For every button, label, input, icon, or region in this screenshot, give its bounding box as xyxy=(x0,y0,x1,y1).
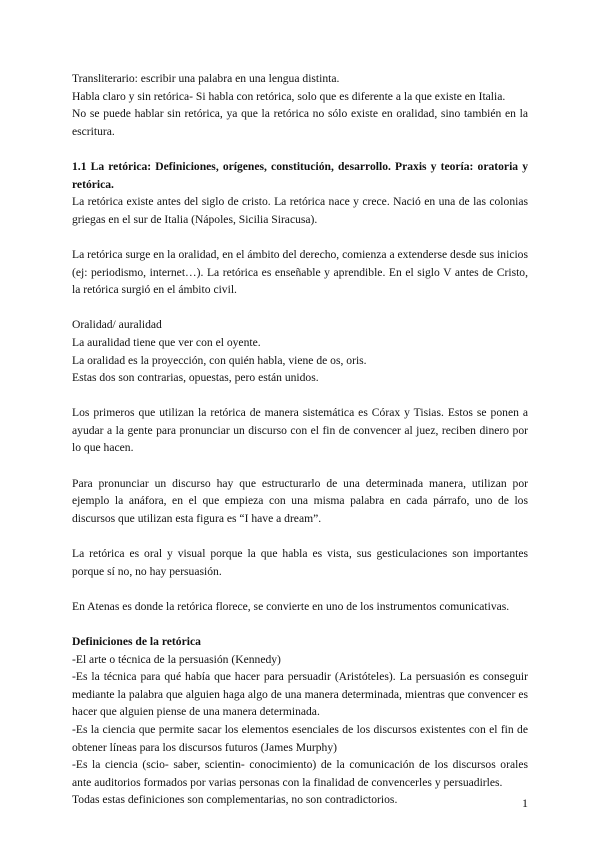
definition-item: -Es la ciencia (scio- saber, scientin- conocimiento) de la comunicación de los discursos orales ante auditorios formados por varias personas con la finalidad de convencerles y persuadirles. xyxy=(72,758,528,789)
paragraph-anafora: Para pronunciar un discurso hay que estructurarlo de una determinada manera, utilizan por ejemplo la anáfora, en el que empieza con una misma palabra en cada párrafo, uno de los discursos que utilizan esta figura es “I have a dream”. xyxy=(72,476,528,525)
orality-line-2: La auralidad tiene que ver con el oyente. xyxy=(72,335,261,349)
section-paragraph-1: La retórica existe antes del siglo de cristo. La retórica nace y crece. Nació en una de las colonias griegas en el sur de Italia (Nápoles, Sicilia Siracusa). xyxy=(72,195,528,226)
intro-line-1: Transliterario: escribir una palabra en una lengua distinta. xyxy=(72,72,340,85)
document-page xyxy=(72,70,528,809)
paragraph-atenas: En Atenas es donde la retórica florece, se convierte en uno de los instrumentos comunicativas. xyxy=(72,599,510,613)
definition-item: -Es la ciencia que permite sacar los elementos esenciales de los discursos existentes con el fin de obtener líneas para los discursos futuros (James Murphy) xyxy=(72,722,528,754)
intro-line-2: Habla claro y sin retórica- Si habla con retórica, solo que es diferente a la que existe en Italia. xyxy=(72,89,506,103)
page-number: 1 xyxy=(522,796,528,810)
definitions-heading: Definiciones de la retórica xyxy=(72,635,201,648)
definition-item: -Es la técnica para qué había que hacer para persuadir (Aristóteles). La persuasión es conseguir mediante la palabra que alguien haga algo de una manera determinada, mientras que convencer es hacer que alguien piense de una manera determinada. xyxy=(72,670,528,719)
orality-line-1: Oralidad/ auralidad xyxy=(72,318,162,332)
intro-line-3: No se puede hablar sin retórica, ya que la retórica no sólo existe en oralidad, sino también en la escritura. xyxy=(72,107,528,138)
section-paragraph-2: La retórica surge en la oralidad, en el ámbito del derecho, comienza a extenderse desde sus inicios (ej: periodismo, internet…). La retórica es enseñable y aprendible. En el siglo V antes de Cristo, la retórica surgió en el ámbito civil. xyxy=(72,247,528,297)
definitions-conclusion: Todas estas definiciones son complementarias, no son contradictorios. xyxy=(72,793,398,807)
orality-line-4: Estas dos son contrarias, opuestas, pero están unidos. xyxy=(72,371,319,385)
orality-line-3: La oralidad es la proyección, con quién habla, viene de os, oris. xyxy=(72,353,367,367)
paragraph-visual: La retórica es oral y visual porque la que habla es vista, sus gesticulaciones son importantes porque sí no, no hay persuasión. xyxy=(72,547,528,578)
section-heading: 1.1 La retórica: Definiciones, orígenes, constitución, desarrollo. Praxis y teoría: oratoria y retórica. xyxy=(72,159,528,191)
paragraph-corax: Los primeros que utilizan la retórica de manera sistemática es Córax y Tisias. Estos se ponen a ayudar a la gente para pronunciar un discurso con el fin de convencer al juez, reciben dinero por lo que hacen. xyxy=(72,406,528,455)
definition-item: -El arte o técnica de la persuasión (Kennedy) xyxy=(72,652,281,666)
